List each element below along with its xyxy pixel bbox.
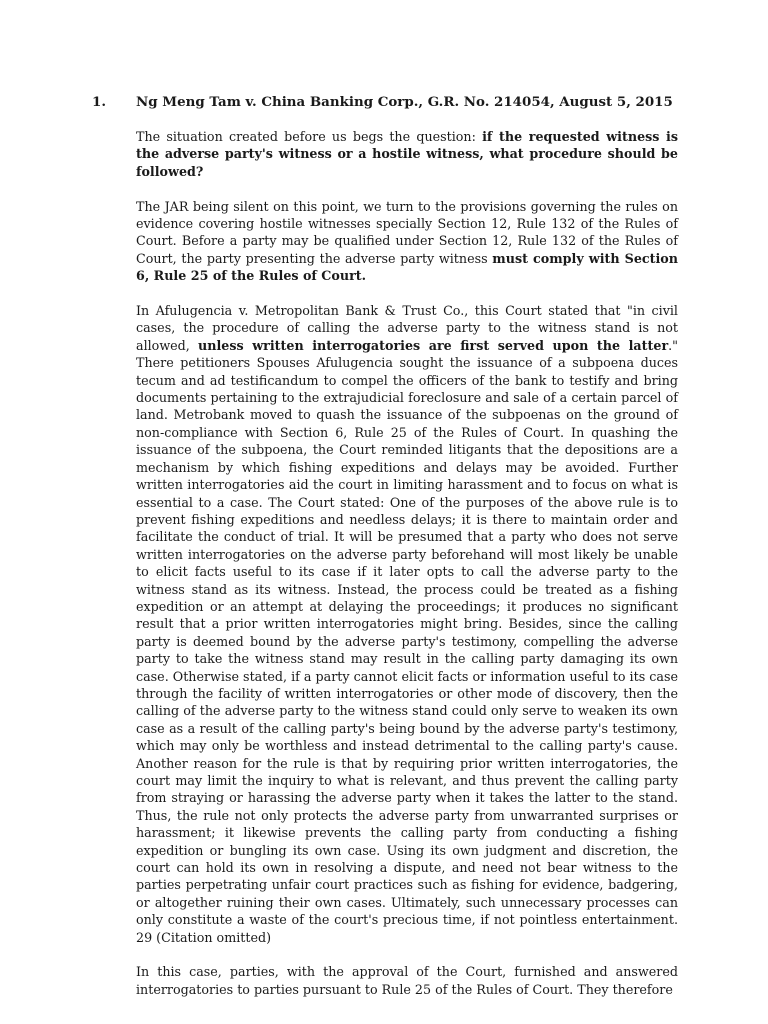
paragraph-text: The situation created before us begs the question: (136, 129, 483, 144)
document-body (136, 128, 678, 1016)
paragraph (136, 128, 678, 180)
case-title: Ng Meng Tam v. China Banking Corp., G.R. No. 214054, August 5, 2015 (136, 94, 673, 110)
paragraph-text: The JAR being silent on this point, we turn to the provisions governing the rules on evidence covering hostile witnesses specially Section 12, Rule 132 of the Rules of Court. Before a party may be qualified under Section 12, Rule 132 of the Rules of Court, the party presenting the adverse party witness (136, 198, 678, 266)
paragraph-text: In Afulugencia v. Metropolitan Bank & Trust Co., this Court stated that "in civil cases, the procedure of calling the adverse party to the witness stand is not allowed, (136, 303, 678, 353)
paragraph-bold-text: if the requested witness is the adverse party's witness or a hostile witness, what procedure should be followed? (136, 129, 679, 179)
paragraph-bold-text: must comply with Section 6, Rule 25 of the Rules of Court. (136, 250, 678, 284)
paragraph-bold-text: unless written interrogatories are first served upon the latter (198, 337, 669, 353)
case-heading (92, 93, 678, 111)
paragraph (136, 198, 678, 285)
paragraph (136, 963, 678, 998)
paragraph-text: ." There petitioners Spouses Afulugencia sought the issuance of a subpoena duces tecum and ad testificandum to compel the officers of the bank to testify and bring documents pertaining to the extrajudicial foreclosure and sale of a certain parcel of land. Metrobank moved to quash the issuance of the subpoenas on the ground of non-compliance with Section 6, Rule 25 of the Rules of Court. In quashing the issuance of the subpoena, the Court reminded litigants that the depositions are a mechanism by which fishing expeditions and delays may be avoided. Further written interrogatories aid the court in limiting harassment and to focus on what is essential to a case. The Court stated: One of the purposes of the above rule is to prevent fishing expeditions and needless delays; it is there to maintain order and facilitate the conduct of trial. It will be presumed that a party who does not serve written interrogatories on the adverse party beforehand will most likely be unable to elicit facts useful to its case if it later opts to call the adverse party to the witness stand as its witness. Instead, the process could be treated as a fishing expedition or an attempt at delaying the proceedings; it produces no significant result that a prior written interrogatories might bring. Besides, since the calling party is deemed bound by the adverse party's testimony, compelling the adverse party to take the witness stand may result in the calling party damaging its own case. Otherwise stated, if a party cannot elicit facts or information useful to its case through the facility of written interrogatories or other mode of discovery, then the calling of the adverse party to the witness stand could only serve to weaken its own case as a result of the calling party's being bound by the adverse party's testimony, which may only be worthless and instead detrimental to the calling party's cause. Another reason for the rule is that by requiring prior written interrogatories, the court may limit the inquiry to what is relevant, and thus prevent the calling party from straying or harassing the adverse party when it takes the latter to the stand. Thus, the rule not only protects the adverse party from unwarranted surprises or harassment; it likewise prevents the calling party from conducting a fishing expedition or bungling its own case. Using its own judgment and discretion, the court can hold its own in resolving a dispute, and need not bear witness to the parties perpetrating unfair court practices such as fishing for evidence, badgering, or altogether ruining their own cases. Ultimately, such unnecessary processes can only constitute a waste of the court's precious time, if not pointless entertainment. 29 (Citation omitted) (136, 337, 679, 945)
paragraph-text: In this case, parties, with the approval of the Court, furnished and answered interrogatories to parties pursuant to Rule 25 of the Rules of Court. They therefore (136, 964, 678, 997)
paragraph (136, 302, 678, 946)
case-number: 1. (92, 94, 106, 110)
